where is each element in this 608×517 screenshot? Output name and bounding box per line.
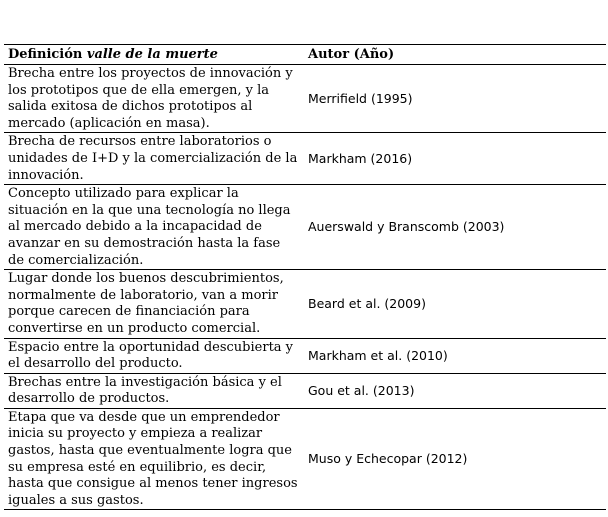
definition-cell: Brechas entre la investigación básica y el desarrollo de productos. [4, 373, 304, 408]
table-row [4, 270, 606, 338]
table-row [4, 185, 606, 270]
table-row [4, 65, 606, 133]
definition-cell: Brecha de recursos entre laboratorios o unidades de I+D y la comercialización de la innovación. [4, 133, 304, 185]
table-row [4, 373, 606, 408]
header-definition-italic: valle de la muerte [86, 47, 218, 62]
definitions-table [4, 44, 606, 510]
table-row [4, 133, 606, 185]
author-cell: Markham (2016) [304, 133, 606, 185]
table-row [4, 408, 606, 510]
header-definition [4, 45, 304, 65]
header-definition-prefix: Definición [8, 47, 87, 62]
table-header-row [4, 45, 606, 65]
author-cell: Auerswald y Branscomb (2003) [304, 185, 606, 270]
definition-cell: Brecha entre los proyectos de innovación y los prototipos que de ella emergen, y la salida exitosa de dichos prototipos al mercado (aplicación en masa). [4, 65, 304, 133]
author-cell: Gou et al. (2013) [304, 373, 606, 408]
author-cell: Muso y Echecopar (2012) [304, 408, 606, 510]
definition-cell: Lugar donde los buenos descubrimientos, normalmente de laboratorio, van a morir porque carecen de financiación para convertirse en un producto comercial. [4, 270, 304, 338]
author-cell: Merrifield (1995) [304, 65, 606, 133]
definition-cell: Etapa que va desde que un emprendedor inicia su proyecto y empieza a realizar gastos, hasta que eventualmente logra que su empresa esté en equilibrio, es decir, hasta que consigue al menos tener ingresos iguales a sus gastos. [4, 408, 304, 510]
author-cell: Beard et al. (2009) [304, 270, 606, 338]
table-row [4, 338, 606, 373]
header-author: Autor (Año) [304, 45, 606, 65]
definition-cell: Espacio entre la oportunidad descubierta y el desarrollo del producto. [4, 338, 304, 373]
author-cell: Markham et al. (2010) [304, 338, 606, 373]
definition-cell: Concepto utilizado para explicar la situación en la que una tecnología no llega al mercado debido a la incapacidad de avanzar en su demostración hasta la fase de comercialización. [4, 185, 304, 270]
